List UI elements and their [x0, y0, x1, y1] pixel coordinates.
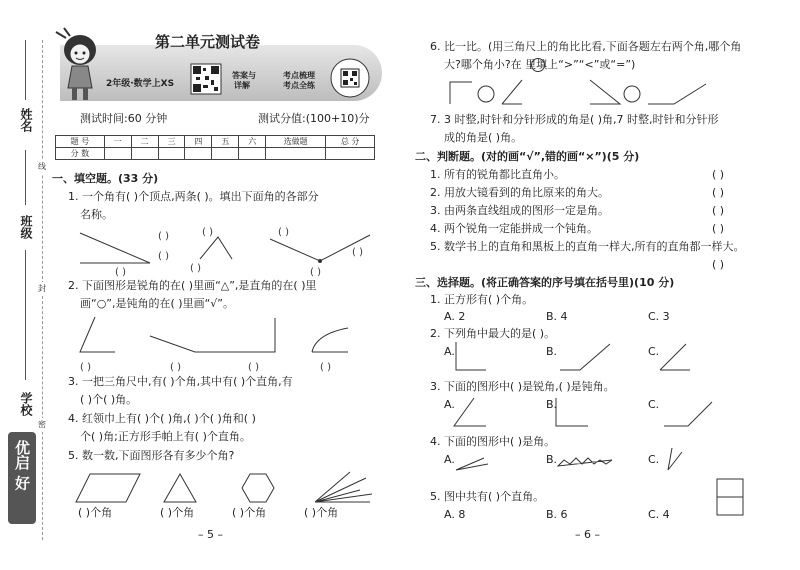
choice-4-option-b: B.	[546, 453, 558, 466]
judge-paren: ( )	[712, 186, 725, 199]
svg-text:( ): ( )	[202, 227, 213, 238]
choice-5-option-a: A. 8	[444, 508, 466, 521]
score-cell	[158, 148, 185, 160]
choice-5-option-b: B. 6	[546, 508, 568, 521]
section-judge: 二、判断题。(对的画“√”,错的画“×”)(5 分)	[415, 150, 640, 163]
judge-item-3: 3. 由两条直线组成的图形一定是角。	[430, 204, 609, 217]
question-5: 5. 数一数,下面图形各有多少个角?	[68, 449, 235, 462]
name-label: 姓名	[19, 108, 33, 132]
cartoon-girl-icon	[50, 28, 110, 108]
score-header-cell: 六	[239, 136, 266, 148]
choice-5-option-c: C. 4	[648, 508, 670, 521]
score-cell	[212, 148, 239, 160]
choice-1-option-c: C. 3	[648, 310, 670, 323]
choice-2-option-c: C.	[648, 345, 660, 358]
school-label: 学校	[19, 392, 33, 416]
choice-2-figures	[440, 338, 760, 374]
score-header-cell: 一	[104, 136, 131, 148]
judge-item-1: 1. 所有的锐角都比直角小。	[430, 168, 565, 181]
score-header-cell: 总 分	[326, 136, 375, 148]
question-1-line-1: 1. 一个角有( )个顶点,两条( )。填出下面角的各部分	[68, 190, 319, 203]
question-2-line-2: 画“○”,是钝角的在( )里画“√”。	[80, 297, 234, 310]
class-line	[25, 250, 26, 380]
score-header-cell: 题 号	[56, 136, 105, 148]
svg-text:( ): ( )	[278, 227, 289, 238]
compare-circle-icon	[530, 57, 546, 73]
choice-3-figures	[440, 394, 760, 430]
svg-text:( ): ( )	[352, 247, 363, 258]
question-5-answer: ( )个角	[232, 506, 267, 519]
score-header-cell: 五	[212, 136, 239, 148]
question-6-line-2: 大?哪个角小?在 里填上“>”“<”或“=”)	[444, 58, 636, 71]
test-time: 测试时间:60 分钟	[80, 112, 168, 125]
choice-2-option-a: A.	[444, 345, 455, 358]
name-line	[25, 40, 26, 100]
page-number-left: – 5 –	[198, 528, 223, 541]
question-7-line-2: 成的角是( )角。	[444, 131, 523, 144]
choice-3: 3. 下面的图形中( )是锐角,( )是钝角。	[430, 380, 615, 393]
grade-label: 2年级·数学上XS	[106, 79, 175, 89]
score-table	[55, 135, 375, 160]
judge-paren: ( )	[712, 258, 725, 271]
score-header-cell: 选做题	[266, 136, 326, 148]
score-cell	[326, 148, 375, 160]
svg-text:( ): ( )	[190, 263, 201, 274]
score-cell	[104, 148, 131, 160]
choice-2: 2. 下列角中最大的是( )。	[430, 327, 556, 340]
compare-angle-figures	[440, 80, 760, 110]
page-number-right: – 6 –	[575, 528, 600, 541]
svg-text:( ): ( )	[158, 231, 169, 242]
svg-text:( ): ( )	[320, 362, 331, 373]
brand-text: 优启 好	[13, 440, 31, 491]
qr-code-round-icon	[330, 58, 370, 98]
angle-type-figures	[70, 312, 390, 372]
question-5-answer: ( )个角	[78, 506, 113, 519]
question-2-line-1: 2. 下面图形是锐角的在( )里画“△”,是直角的在( )里	[68, 279, 317, 292]
seal-text-1: 线	[38, 160, 46, 174]
score-header-cell: 四	[185, 136, 212, 148]
choice-4-figures	[440, 440, 760, 476]
question-3-line-1: 3. 一把三角尺中,有( )个角,其中有( )个直角,有	[68, 375, 293, 388]
choice-1-option-b: B. 4	[546, 310, 568, 323]
question-4-line-2: 个( )角;正方形手帕上有( )个直角。	[80, 430, 251, 443]
qr-label-detail: 详解	[234, 81, 250, 90]
judge-item-4: 4. 两个锐角一定能拼成一个钝角。	[430, 222, 598, 235]
qr-label-points: 考点梳理	[283, 71, 315, 80]
svg-text:( ): ( )	[115, 267, 126, 278]
test-score: 测试分值:(100+10)分	[258, 112, 370, 125]
school-line	[25, 150, 26, 205]
choice-3-option-b: B.	[546, 398, 558, 411]
choice-4-option-c: C.	[648, 453, 660, 466]
choice-4-option-a: A.	[444, 453, 455, 466]
class-label: 班级	[19, 215, 33, 239]
question-3-line-2: ( )个( )角。	[80, 393, 138, 406]
svg-text:( ): ( )	[170, 362, 181, 373]
judge-item-2: 2. 用放大镜看到的角比原来的角大。	[430, 186, 609, 199]
choice-3-option-c: C.	[648, 398, 660, 411]
score-header-cell: 二	[131, 136, 158, 148]
judge-paren: ( )	[712, 222, 725, 235]
choice-5: 5. 图中共有( )个直角。	[430, 490, 545, 503]
choice-2-option-b: B.	[546, 345, 558, 358]
angle-parts-figures	[70, 225, 390, 278]
svg-text:( ): ( )	[80, 362, 91, 373]
svg-text:( ): ( )	[248, 362, 259, 373]
score-cell	[239, 148, 266, 160]
svg-text:( ): ( )	[310, 267, 321, 278]
count-angle-figures	[70, 470, 390, 510]
choice-1: 1. 正方形有( )个角。	[430, 293, 534, 306]
choice-1-option-a: A. 2	[444, 310, 466, 323]
question-5-answer: ( )个角	[160, 506, 195, 519]
qr-label-answer: 答案与	[232, 71, 256, 80]
choice-3-option-a: A.	[444, 398, 455, 411]
choice-5-figure	[716, 478, 746, 518]
score-cell	[266, 148, 326, 160]
judge-paren: ( )	[712, 204, 725, 217]
score-header-cell: 三	[158, 136, 185, 148]
judge-paren: ( )	[712, 168, 725, 181]
question-5-answer: ( )个角	[304, 506, 339, 519]
brand-logo	[8, 432, 36, 524]
seal-text-2: 封	[38, 282, 46, 296]
question-4-line-1: 4. 红领巾上有( )个( )角,( )个( )角和( )	[68, 412, 256, 425]
qr-code-icon	[191, 64, 221, 94]
page-title: 第二单元测试卷	[155, 33, 261, 51]
score-row-label: 分 数	[56, 148, 105, 160]
svg-text:( ): ( )	[158, 251, 169, 262]
section-fill-blank: 一、填空题。(33 分)	[52, 172, 159, 185]
question-7-line-1: 7. 3 时整,时针和分针形成的角是( )角,7 时整,时针和分针形	[430, 113, 719, 126]
question-1-line-2: 名称。	[80, 208, 113, 221]
question-6-line-1: 6. 比一比。(用三角尺上的角比比看,下面各题左右两个角,哪个角	[430, 40, 742, 53]
seal-text-3: 密	[38, 418, 46, 432]
judge-item-5: 5. 数学书上的直角和黑板上的直角一样大,所有的直角都一样大。	[430, 240, 745, 253]
score-cell	[185, 148, 212, 160]
qr-label-practice: 考点全练	[283, 81, 315, 90]
choice-4: 4. 下面的图形中( )是角。	[430, 435, 556, 448]
section-choice: 三、选择题。(将正确答案的序号填在括号里)(10 分)	[415, 276, 675, 289]
score-cell	[131, 148, 158, 160]
